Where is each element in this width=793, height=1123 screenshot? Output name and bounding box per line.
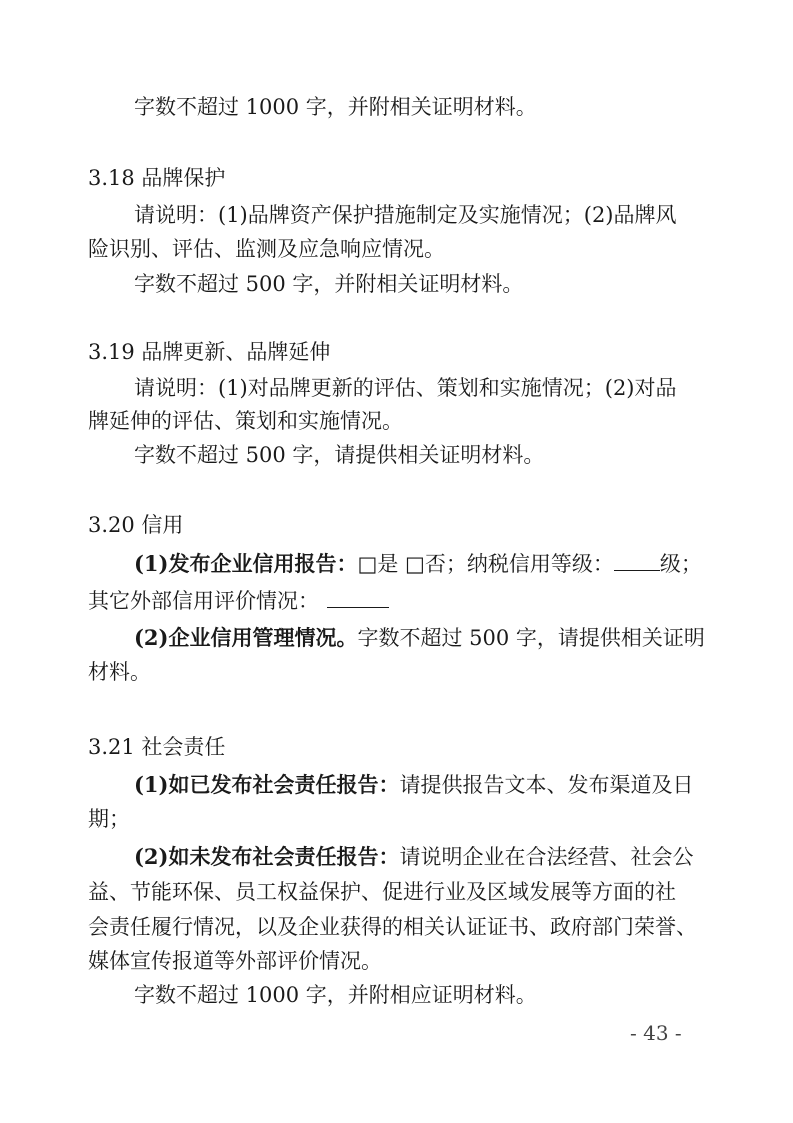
tax-grade-suffix: 级；: [659, 552, 702, 576]
section-3-18-word-limit: 字数不超过 500 字，并附相关证明材料。: [134, 272, 524, 296]
section-3-21-item2-line3: 会责任履行情况，以及企业获得的相关认证证书、政府部门荣誉、: [88, 915, 697, 939]
credit-management-text: 字数不超过 500 字，请提供相关证明: [357, 626, 705, 650]
credit-report-options: □是 □否；纳税信用等级：: [357, 552, 614, 576]
intro-word-limit: 字数不超过 1000 字，并附相关证明材料。: [134, 95, 537, 119]
external-credit-blank: [327, 589, 389, 608]
credit-report-label: (1)发布企业信用报告：: [134, 551, 358, 576]
section-3-19-desc-line1: 请说明：(1)对品牌更新的评估、策划和实施情况；(2)对品: [134, 376, 677, 400]
section-3-21-item2: [134, 842, 754, 872]
csr-unpublished-text: 请说明企业在合法经营、社会公: [399, 845, 694, 869]
external-credit-label: 其它外部信用评价情况：: [88, 589, 319, 613]
section-heading-3-19: 3.19 品牌更新、品牌延伸: [88, 340, 331, 364]
page-number: - 43 -: [630, 1021, 682, 1045]
section-heading-3-20: 3.20 信用: [88, 513, 184, 537]
section-heading-3-21: 3.21 社会责任: [88, 735, 226, 759]
section-3-21-item1-line2: 期；: [88, 807, 130, 831]
csr-published-label: (1)如已发布社会责任报告：: [134, 772, 400, 797]
section-3-18-desc-line2: 险识别、评估、监测及应急响应情况。: [88, 237, 445, 261]
section-3-19-word-limit: 字数不超过 500 字，请提供相关证明材料。: [134, 443, 545, 467]
tax-grade-blank: [614, 552, 660, 571]
section-3-21-item1: [134, 770, 754, 800]
section-3-18-desc-line1: 请说明：(1)品牌资产保护措施制定及实施情况；(2)品牌风: [134, 203, 677, 227]
csr-unpublished-label: (2)如未发布社会责任报告：: [134, 844, 400, 869]
section-3-20-item1: [134, 549, 754, 579]
section-heading-3-18: 3.18 品牌保护: [88, 166, 226, 190]
csr-published-text: 请提供报告文本、发布渠道及日: [399, 773, 694, 797]
section-3-21-item2-line2: 益、节能环保、员工权益保护、促进行业及区域发展等方面的社: [88, 880, 676, 904]
section-3-21-item2-line4: 媒体宣传报道等外部评价情况。: [88, 949, 382, 973]
section-3-20-item2-line2: 材料。: [88, 660, 151, 684]
credit-management-label: (2)企业信用管理情况。: [134, 625, 358, 650]
section-3-19-desc-line2: 牌延伸的评估、策划和实施情况。: [88, 409, 403, 433]
section-3-20-item2: [134, 623, 754, 653]
section-3-20-item1-line2: [88, 586, 708, 616]
section-3-21-word-limit: 字数不超过 1000 字，并附相应证明材料。: [134, 983, 537, 1007]
